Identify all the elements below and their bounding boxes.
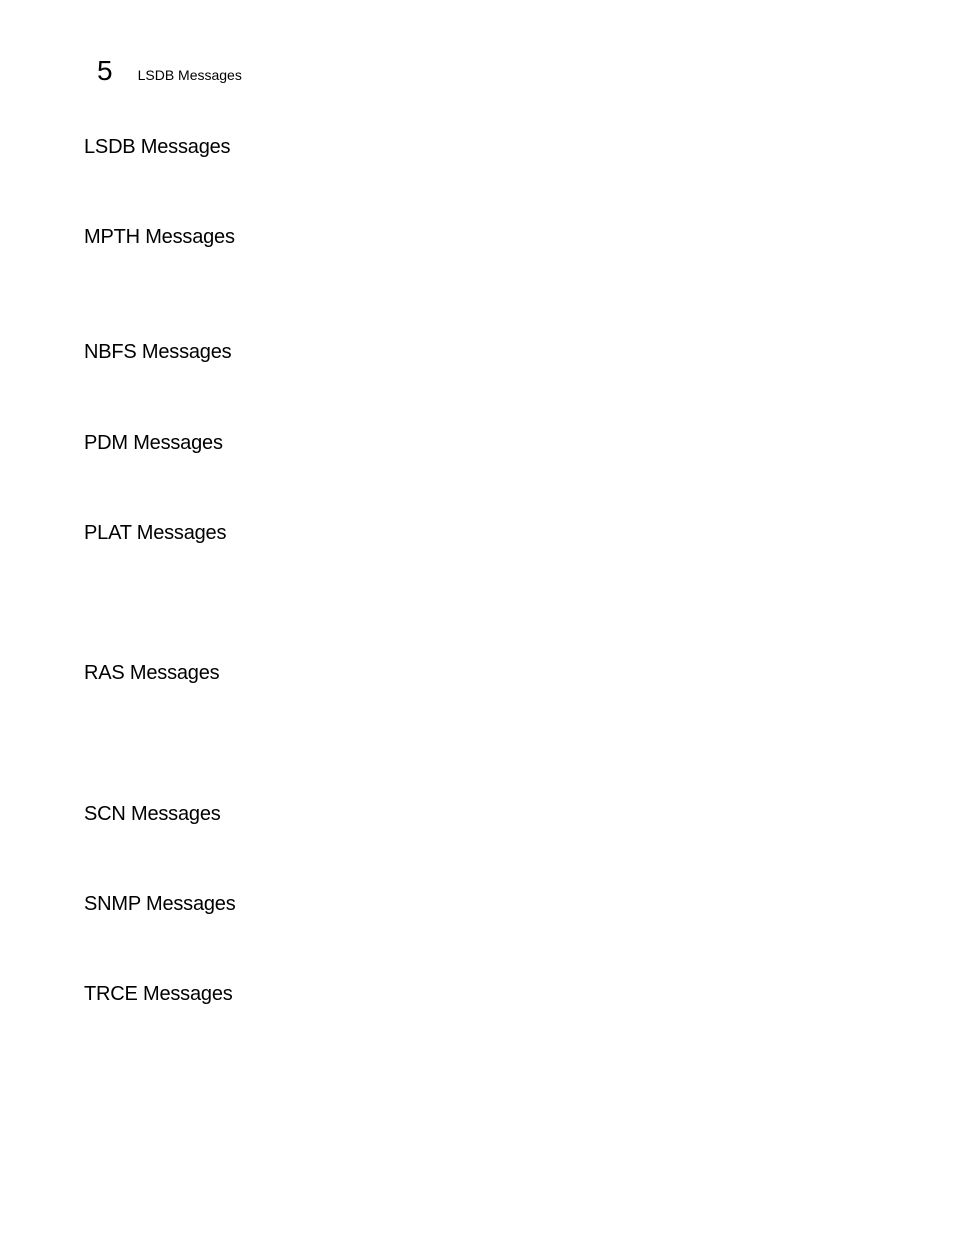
chapter-number: 5 <box>97 55 113 86</box>
section-heading-trce: TRCE Messages <box>84 983 233 1005</box>
section-heading-mpth: MPTH Messages <box>84 226 235 248</box>
section-heading-lsdb: LSDB Messages <box>84 136 231 158</box>
running-title: LSDB Messages <box>137 67 242 83</box>
section-heading-plat: PLAT Messages <box>84 522 227 544</box>
page-header <box>97 54 242 88</box>
section-heading-scn: SCN Messages <box>84 803 221 825</box>
section-heading-nbfs: NBFS Messages <box>84 341 232 363</box>
section-heading-snmp: SNMP Messages <box>84 893 236 915</box>
section-heading-ras: RAS Messages <box>84 662 220 684</box>
section-heading-pdm: PDM Messages <box>84 432 223 454</box>
